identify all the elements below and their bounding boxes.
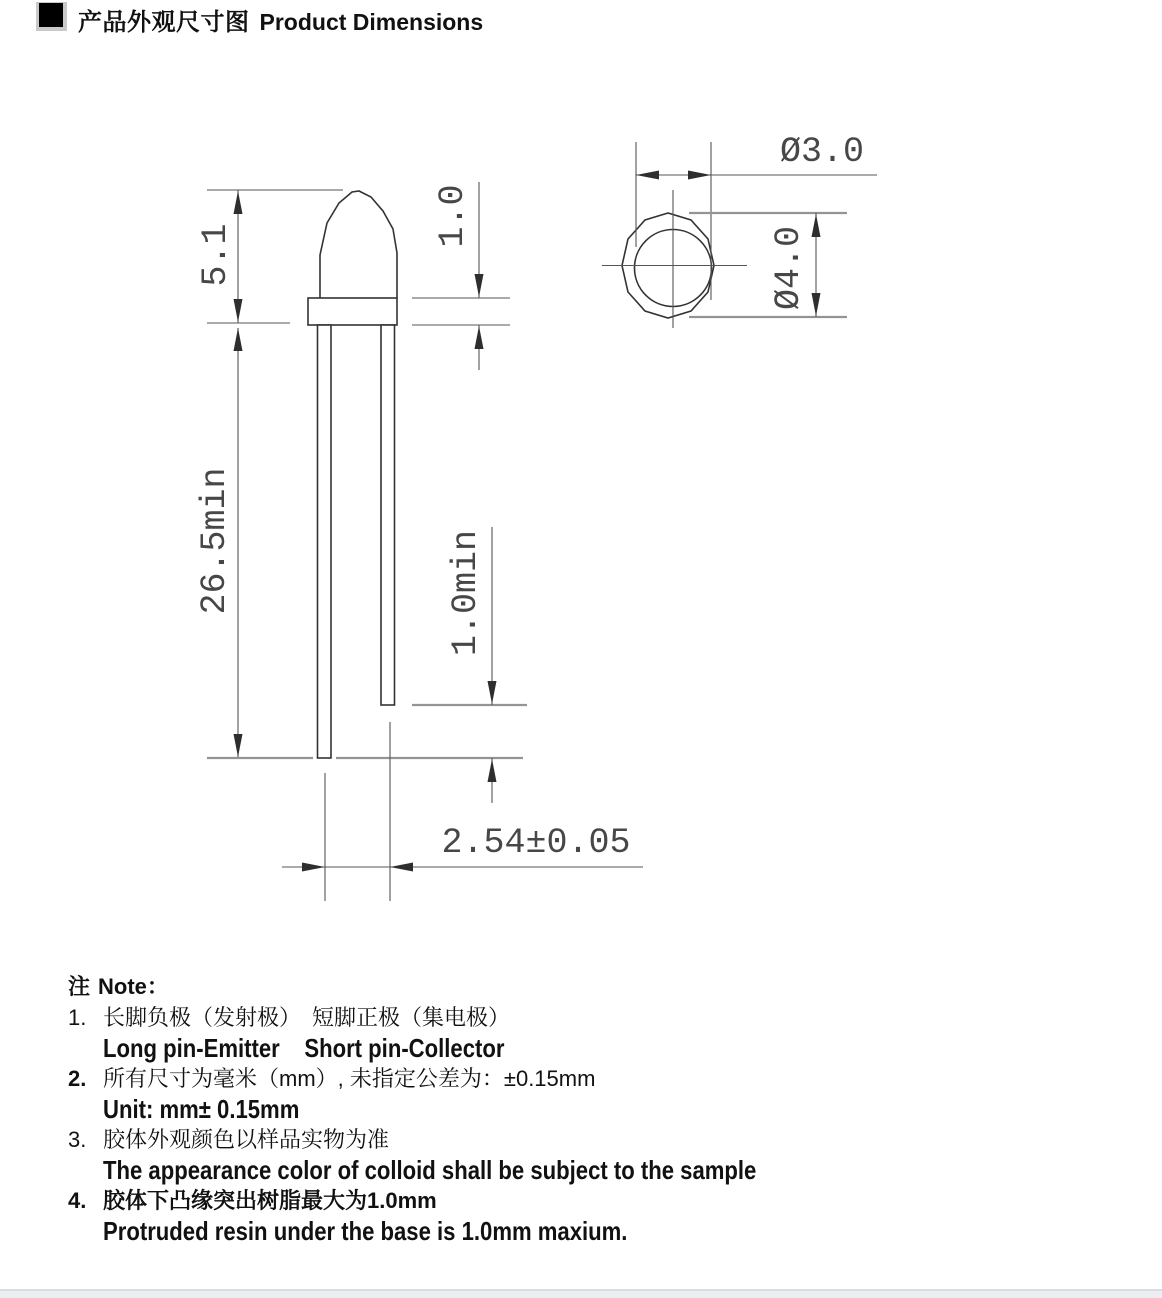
dim-flange-thickness (412, 182, 510, 370)
short-lead (381, 325, 395, 705)
note-item-4-en (68, 1216, 928, 1247)
note-text: 所有尺寸为毫米（mm）, 未指定公差为：±0.15mm (103, 1065, 596, 1091)
notes-label-cjk: 注 (68, 974, 91, 999)
note-number: 1. (68, 1004, 87, 1030)
dim-flange-diameter-label: Ø4.0 (769, 225, 809, 311)
viewer-bottom-band (0, 1289, 1162, 1298)
dim-lead-pitch-label: 2.54±0.05 (441, 823, 631, 863)
epoxy-dome-outline (320, 191, 397, 298)
dim-lead-length-label: 26.5min (195, 467, 235, 615)
note-item-2-cjk (68, 1064, 928, 1095)
dim-body-diameter-label: Ø3.0 (779, 132, 865, 172)
note-text: Long pin-Emitter Short pin-Collector (103, 1033, 505, 1063)
led-top-view (602, 190, 747, 328)
dim-lead-tip-offset-label: 1.0min (446, 529, 486, 657)
long-lead (318, 325, 332, 758)
note-item-3-cjk (68, 1125, 928, 1156)
note-text: 长脚负极（发射极） 短脚正极（集电极） (103, 1004, 511, 1030)
note-number: 4. (68, 1187, 87, 1213)
led-side-view (308, 191, 397, 758)
note-item-1-cjk (68, 1003, 928, 1034)
note-text: 胶体外观颜色以样品实物为准 (103, 1126, 390, 1152)
note-item-2-en (68, 1094, 928, 1125)
dim-lead-tip-offset (412, 527, 527, 803)
note-item-3-en (68, 1155, 928, 1186)
notes-label-en: Note： (98, 974, 169, 999)
dim-body-diameter (636, 132, 877, 300)
note-item-1-en (68, 1033, 928, 1064)
page-title-cjk: 产品外观尺寸图 (78, 9, 250, 36)
notes-header (68, 972, 928, 1003)
dim-flange-thickness-label: 1.0 (433, 184, 473, 248)
page-title-en: Product Dimensions (259, 9, 484, 35)
note-text: Unit: mm± 0.15mm (103, 1094, 300, 1124)
note-item-4-cjk (68, 1186, 928, 1217)
note-number: 3. (68, 1126, 87, 1152)
dim-lead-pitch (282, 722, 643, 901)
note-text: The appearance color of colloid shall be subject to the sample (103, 1155, 757, 1185)
dim-body-height-label: 5.1 (196, 223, 236, 287)
note-number: 2. (68, 1065, 87, 1091)
flange-outline (308, 298, 397, 325)
note-text: Protruded resin under the base is 1.0mm maxium. (103, 1216, 628, 1246)
note-text: 胶体下凸缘突出树脂最大为1.0mm (103, 1187, 437, 1213)
notes-section (68, 972, 928, 1247)
